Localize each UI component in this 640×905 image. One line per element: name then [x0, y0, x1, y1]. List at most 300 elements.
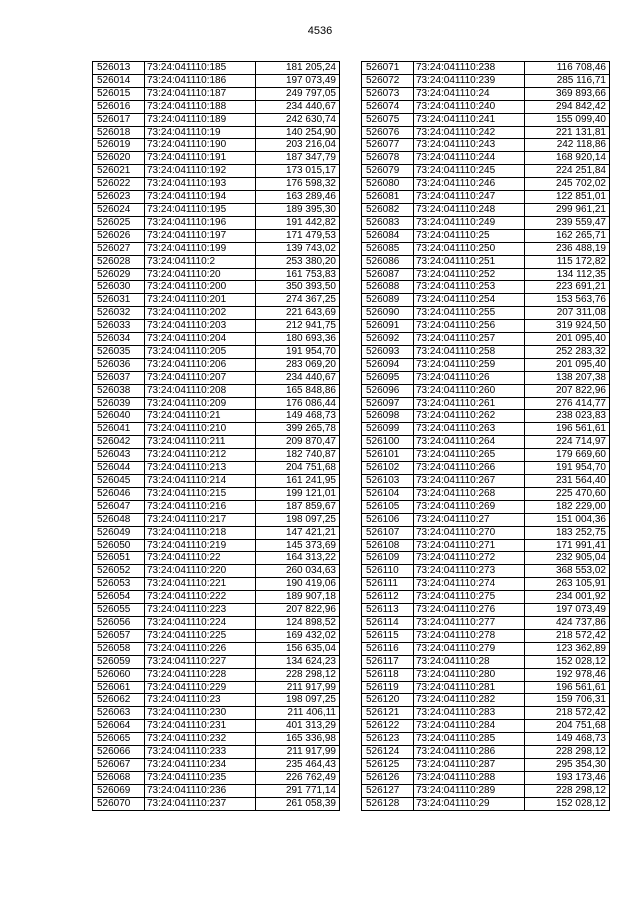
cadastral-number-cell: 73:24:041110:260	[414, 384, 525, 397]
cadastral-number-cell: 73:24:041110:226	[145, 642, 256, 655]
table-row	[362, 371, 610, 384]
table-row	[362, 681, 610, 694]
table-row	[362, 746, 610, 759]
table-row	[93, 255, 340, 268]
value-cell: 155 099,40	[525, 113, 610, 126]
page-number: 4536	[307, 25, 333, 37]
row-number-cell: 526047	[93, 500, 145, 513]
cadastral-number-cell: 73:24:041110:192	[145, 165, 256, 178]
cadastral-number-cell: 73:24:041110:26	[414, 371, 525, 384]
table-row	[93, 294, 340, 307]
table-row	[362, 784, 610, 797]
table-row	[93, 591, 340, 604]
row-number-cell: 526019	[93, 139, 145, 152]
cadastral-number-cell: 73:24:041110:22	[145, 552, 256, 565]
value-cell: 197 073,49	[256, 74, 340, 87]
value-cell: 221 131,81	[525, 126, 610, 139]
value-cell: 164 313,22	[256, 552, 340, 565]
cadastral-number-cell: 73:24:041110:219	[145, 539, 256, 552]
cadastral-number-cell: 73:24:041110:211	[145, 436, 256, 449]
table-row	[362, 203, 610, 216]
value-cell: 176 086,44	[256, 397, 340, 410]
value-cell: 224 251,84	[525, 165, 610, 178]
value-cell: 211 406,11	[256, 707, 340, 720]
value-cell: 197 073,49	[525, 604, 610, 617]
table-row	[93, 500, 340, 513]
table-row	[93, 203, 340, 216]
cadastral-number-cell: 73:24:041110:194	[145, 191, 256, 204]
value-cell: 189 395,30	[256, 203, 340, 216]
table-row	[93, 152, 340, 165]
cadastral-number-cell: 73:24:041110:241	[414, 113, 525, 126]
row-number-cell: 526044	[93, 462, 145, 475]
cadastral-number-cell: 73:24:041110:189	[145, 113, 256, 126]
table-row	[362, 229, 610, 242]
value-cell: 122 851,01	[525, 191, 610, 204]
value-cell: 149 468,73	[256, 410, 340, 423]
cadastral-number-cell: 73:24:041110:223	[145, 604, 256, 617]
cadastral-number-cell: 73:24:041110:233	[145, 746, 256, 759]
row-number-cell: 526121	[362, 707, 414, 720]
table-row	[93, 126, 340, 139]
value-cell: 260 034,63	[256, 565, 340, 578]
cadastral-number-cell: 73:24:041110:239	[414, 74, 525, 87]
table-row	[93, 281, 340, 294]
cadastral-number-cell: 73:24:041110:277	[414, 616, 525, 629]
table-row	[93, 733, 340, 746]
cadastral-number-cell: 73:24:041110:19	[145, 126, 256, 139]
row-number-cell: 526029	[93, 268, 145, 281]
value-cell: 211 917,99	[256, 681, 340, 694]
cadastral-number-cell: 73:24:041110:224	[145, 616, 256, 629]
value-cell: 116 708,46	[525, 62, 610, 75]
table-row	[362, 578, 610, 591]
value-cell: 228 298,12	[525, 784, 610, 797]
table-row	[362, 74, 610, 87]
value-cell: 276 414,77	[525, 397, 610, 410]
row-number-cell: 526068	[93, 771, 145, 784]
cadastral-number-cell: 73:24:041110:215	[145, 487, 256, 500]
value-cell: 149 468,73	[525, 733, 610, 746]
cadastral-number-cell: 73:24:041110:246	[414, 178, 525, 191]
value-cell: 162 265,71	[525, 229, 610, 242]
row-number-cell: 526125	[362, 758, 414, 771]
value-cell: 190 419,06	[256, 578, 340, 591]
value-cell: 198 097,25	[256, 694, 340, 707]
table-row	[362, 604, 610, 617]
value-cell: 285 116,71	[525, 74, 610, 87]
cadastral-number-cell: 73:24:041110:213	[145, 462, 256, 475]
cadastral-number-cell: 73:24:041110:220	[145, 565, 256, 578]
value-cell: 242 630,74	[256, 113, 340, 126]
table-row	[362, 281, 610, 294]
cadastral-number-cell: 73:24:041110:234	[145, 758, 256, 771]
cadastral-number-cell: 73:24:041110:247	[414, 191, 525, 204]
cadastral-number-cell: 73:24:041110:243	[414, 139, 525, 152]
row-number-cell: 526102	[362, 462, 414, 475]
row-number-cell: 526083	[362, 216, 414, 229]
row-number-cell: 526021	[93, 165, 145, 178]
table-row	[362, 500, 610, 513]
table-row	[93, 191, 340, 204]
value-cell: 196 561,61	[525, 423, 610, 436]
value-cell: 242 118,86	[525, 139, 610, 152]
row-number-cell: 526055	[93, 604, 145, 617]
row-number-cell: 526053	[93, 578, 145, 591]
row-number-cell: 526059	[93, 655, 145, 668]
value-cell: 147 421,21	[256, 526, 340, 539]
table-row	[362, 268, 610, 281]
table-row	[362, 423, 610, 436]
cadastral-number-cell: 73:24:041110:253	[414, 281, 525, 294]
cadastral-number-cell: 73:24:041110:276	[414, 604, 525, 617]
cadastral-number-cell: 73:24:041110:255	[414, 307, 525, 320]
row-number-cell: 526041	[93, 423, 145, 436]
value-cell: 235 464,43	[256, 758, 340, 771]
value-cell: 187 347,79	[256, 152, 340, 165]
value-cell: 193 173,46	[525, 771, 610, 784]
table-row	[93, 410, 340, 423]
row-number-cell: 526030	[93, 281, 145, 294]
value-cell: 225 470,60	[525, 487, 610, 500]
row-number-cell: 526085	[362, 242, 414, 255]
row-number-cell: 526023	[93, 191, 145, 204]
table-row	[362, 565, 610, 578]
row-number-cell: 526082	[362, 203, 414, 216]
row-number-cell: 526070	[93, 797, 145, 810]
value-cell: 176 598,32	[256, 178, 340, 191]
cadastral-number-cell: 73:24:041110:284	[414, 720, 525, 733]
row-number-cell: 526104	[362, 487, 414, 500]
row-number-cell: 526101	[362, 449, 414, 462]
value-cell: 134 624,23	[256, 655, 340, 668]
cadastral-number-cell: 73:24:041110:282	[414, 694, 525, 707]
cadastral-number-cell: 73:24:041110:191	[145, 152, 256, 165]
table-row	[93, 681, 340, 694]
value-cell: 182 229,00	[525, 500, 610, 513]
table-row	[93, 307, 340, 320]
cadastral-number-cell: 73:24:041110:188	[145, 100, 256, 113]
cadastral-number-cell: 73:24:041110:249	[414, 216, 525, 229]
table-row	[362, 307, 610, 320]
value-cell: 228 298,12	[256, 668, 340, 681]
table-row	[93, 565, 340, 578]
table-row	[93, 216, 340, 229]
table-row	[93, 139, 340, 152]
cadastral-number-cell: 73:24:041110:254	[414, 294, 525, 307]
value-cell: 192 978,46	[525, 668, 610, 681]
cadastral-number-cell: 73:24:041110:29	[414, 797, 525, 810]
value-cell: 211 917,99	[256, 746, 340, 759]
row-number-cell: 526118	[362, 668, 414, 681]
left-table-body	[93, 62, 340, 811]
value-cell: 152 028,12	[525, 797, 610, 810]
table-row	[93, 229, 340, 242]
value-cell: 191 954,70	[256, 345, 340, 358]
value-cell: 140 254,90	[256, 126, 340, 139]
table-row	[93, 100, 340, 113]
table-row	[93, 797, 340, 810]
cadastral-number-cell: 73:24:041110:251	[414, 255, 525, 268]
cadastral-number-cell: 73:24:041110:269	[414, 500, 525, 513]
value-cell: 165 336,98	[256, 733, 340, 746]
value-cell: 173 015,17	[256, 165, 340, 178]
row-number-cell: 526054	[93, 591, 145, 604]
row-number-cell: 526120	[362, 694, 414, 707]
value-cell: 139 743,02	[256, 242, 340, 255]
table-row	[362, 771, 610, 784]
row-number-cell: 526043	[93, 449, 145, 462]
row-number-cell: 526123	[362, 733, 414, 746]
value-cell: 153 563,76	[525, 294, 610, 307]
value-cell: 134 112,35	[525, 268, 610, 281]
value-cell: 161 241,95	[256, 475, 340, 488]
table-row	[362, 758, 610, 771]
row-number-cell: 526042	[93, 436, 145, 449]
cadastral-number-cell: 73:24:041110:217	[145, 513, 256, 526]
value-cell: 179 669,60	[525, 449, 610, 462]
value-cell: 369 893,66	[525, 87, 610, 100]
row-number-cell: 526057	[93, 629, 145, 642]
table-row	[93, 178, 340, 191]
cadastral-number-cell: 73:24:041110:24	[414, 87, 525, 100]
cadastral-number-cell: 73:24:041110:263	[414, 423, 525, 436]
cadastral-number-cell: 73:24:041110:289	[414, 784, 525, 797]
table-row	[93, 462, 340, 475]
cadastral-number-cell: 73:24:041110:209	[145, 397, 256, 410]
value-cell: 156 635,04	[256, 642, 340, 655]
row-number-cell: 526119	[362, 681, 414, 694]
cadastral-number-cell: 73:24:041110:190	[145, 139, 256, 152]
row-number-cell: 526078	[362, 152, 414, 165]
table-row	[362, 591, 610, 604]
table-row	[362, 487, 610, 500]
value-cell: 245 702,02	[525, 178, 610, 191]
table-row	[362, 126, 610, 139]
table-row	[362, 642, 610, 655]
value-cell: 221 643,69	[256, 307, 340, 320]
row-number-cell: 526018	[93, 126, 145, 139]
value-cell: 234 440,67	[256, 371, 340, 384]
value-cell: 234 001,92	[525, 591, 610, 604]
value-cell: 207 822,96	[256, 604, 340, 617]
value-cell: 152 028,12	[525, 655, 610, 668]
table-row	[362, 733, 610, 746]
table-row	[93, 616, 340, 629]
table-row	[93, 371, 340, 384]
cadastral-number-cell: 73:24:041110:275	[414, 591, 525, 604]
cadastral-number-cell: 73:24:041110:237	[145, 797, 256, 810]
value-cell: 294 842,42	[525, 100, 610, 113]
table-row	[93, 165, 340, 178]
value-cell: 223 691,21	[525, 281, 610, 294]
row-number-cell: 526106	[362, 513, 414, 526]
cadastral-number-cell: 73:24:041110:230	[145, 707, 256, 720]
row-number-cell: 526116	[362, 642, 414, 655]
row-number-cell: 526051	[93, 552, 145, 565]
table-row	[93, 74, 340, 87]
row-number-cell: 526075	[362, 113, 414, 126]
value-cell: 168 920,14	[525, 152, 610, 165]
row-number-cell: 526058	[93, 642, 145, 655]
table-row	[362, 410, 610, 423]
row-number-cell: 526062	[93, 694, 145, 707]
table-row	[362, 62, 610, 75]
cadastral-number-cell: 73:24:041110:229	[145, 681, 256, 694]
cadastral-number-cell: 73:24:041110:195	[145, 203, 256, 216]
row-number-cell: 526114	[362, 616, 414, 629]
row-number-cell: 526026	[93, 229, 145, 242]
row-number-cell: 526110	[362, 565, 414, 578]
table-row	[93, 746, 340, 759]
value-cell: 299 961,21	[525, 203, 610, 216]
cadastral-number-cell: 73:24:041110:279	[414, 642, 525, 655]
row-number-cell: 526049	[93, 526, 145, 539]
cadastral-number-cell: 73:24:041110:21	[145, 410, 256, 423]
cadastral-number-cell: 73:24:041110:267	[414, 475, 525, 488]
row-number-cell: 526109	[362, 552, 414, 565]
row-number-cell: 526091	[362, 320, 414, 333]
row-number-cell: 526040	[93, 410, 145, 423]
row-number-cell: 526122	[362, 720, 414, 733]
table-row	[93, 604, 340, 617]
table-row	[93, 487, 340, 500]
cadastral-number-cell: 73:24:041110:203	[145, 320, 256, 333]
value-cell: 201 095,40	[525, 358, 610, 371]
row-number-cell: 526087	[362, 268, 414, 281]
table-row	[93, 242, 340, 255]
cadastral-number-cell: 73:24:041110:250	[414, 242, 525, 255]
cadastral-number-cell: 73:24:041110:186	[145, 74, 256, 87]
table-row	[362, 87, 610, 100]
cadastral-number-cell: 73:24:041110:232	[145, 733, 256, 746]
row-number-cell: 526065	[93, 733, 145, 746]
table-row	[93, 655, 340, 668]
value-cell: 159 706,31	[525, 694, 610, 707]
table-row	[93, 320, 340, 333]
row-number-cell: 526084	[362, 229, 414, 242]
cadastral-number-cell: 73:24:041110:27	[414, 513, 525, 526]
value-cell: 261 058,39	[256, 797, 340, 810]
cadastral-number-cell: 73:24:041110:281	[414, 681, 525, 694]
cadastral-number-cell: 73:24:041110:28	[414, 655, 525, 668]
row-number-cell: 526028	[93, 255, 145, 268]
cadastral-number-cell: 73:24:041110:227	[145, 655, 256, 668]
table-row	[362, 178, 610, 191]
row-number-cell: 526095	[362, 371, 414, 384]
cadastral-number-cell: 73:24:041110:206	[145, 358, 256, 371]
table-row	[362, 707, 610, 720]
row-number-cell: 526077	[362, 139, 414, 152]
cadastral-number-cell: 73:24:041110:218	[145, 526, 256, 539]
value-cell: 236 488,19	[525, 242, 610, 255]
cadastral-number-cell: 73:24:041110:200	[145, 281, 256, 294]
row-number-cell: 526089	[362, 294, 414, 307]
cadastral-number-cell: 73:24:041110:199	[145, 242, 256, 255]
cadastral-number-cell: 73:24:041110:231	[145, 720, 256, 733]
row-number-cell: 526100	[362, 436, 414, 449]
value-cell: 189 907,18	[256, 591, 340, 604]
row-number-cell: 526025	[93, 216, 145, 229]
table-row	[93, 539, 340, 552]
row-number-cell: 526092	[362, 333, 414, 346]
table-row	[93, 513, 340, 526]
row-number-cell: 526031	[93, 294, 145, 307]
table-row	[93, 449, 340, 462]
row-number-cell: 526073	[362, 87, 414, 100]
row-number-cell: 526050	[93, 539, 145, 552]
row-number-cell: 526079	[362, 165, 414, 178]
row-number-cell: 526126	[362, 771, 414, 784]
value-cell: 207 822,96	[525, 384, 610, 397]
table-row	[93, 268, 340, 281]
row-number-cell: 526034	[93, 333, 145, 346]
row-number-cell: 526039	[93, 397, 145, 410]
value-cell: 180 693,36	[256, 333, 340, 346]
value-cell: 203 216,04	[256, 139, 340, 152]
value-cell: 171 479,53	[256, 229, 340, 242]
cadastral-number-cell: 73:24:041110:271	[414, 539, 525, 552]
table-row	[93, 758, 340, 771]
row-number-cell: 526099	[362, 423, 414, 436]
row-number-cell: 526096	[362, 384, 414, 397]
right-data-table	[361, 61, 610, 811]
cadastral-number-cell: 73:24:041110:248	[414, 203, 525, 216]
table-row	[362, 397, 610, 410]
value-cell: 239 559,47	[525, 216, 610, 229]
row-number-cell: 526033	[93, 320, 145, 333]
value-cell: 291 771,14	[256, 784, 340, 797]
table-row	[93, 345, 340, 358]
table-row	[93, 358, 340, 371]
cadastral-number-cell: 73:24:041110:283	[414, 707, 525, 720]
row-number-cell: 526013	[93, 62, 145, 75]
cadastral-number-cell: 73:24:041110:257	[414, 333, 525, 346]
table-row	[93, 87, 340, 100]
table-row	[93, 694, 340, 707]
value-cell: 218 572,42	[525, 629, 610, 642]
row-number-cell: 526071	[362, 62, 414, 75]
row-number-cell: 526063	[93, 707, 145, 720]
table-row	[93, 475, 340, 488]
row-number-cell: 526093	[362, 345, 414, 358]
table-row	[93, 333, 340, 346]
value-cell: 212 941,75	[256, 320, 340, 333]
cadastral-number-cell: 73:24:041110:212	[145, 449, 256, 462]
table-row	[93, 578, 340, 591]
row-number-cell: 526103	[362, 475, 414, 488]
table-row	[362, 242, 610, 255]
row-number-cell: 526024	[93, 203, 145, 216]
value-cell: 187 859,67	[256, 500, 340, 513]
value-cell: 234 440,67	[256, 100, 340, 113]
cadastral-number-cell: 73:24:041110:216	[145, 500, 256, 513]
cadastral-number-cell: 73:24:041110:2	[145, 255, 256, 268]
table-row	[362, 100, 610, 113]
cadastral-number-cell: 73:24:041110:214	[145, 475, 256, 488]
value-cell: 238 023,83	[525, 410, 610, 423]
value-cell: 182 740,87	[256, 449, 340, 462]
cadastral-number-cell: 73:24:041110:236	[145, 784, 256, 797]
row-number-cell: 526066	[93, 746, 145, 759]
value-cell: 253 380,20	[256, 255, 340, 268]
row-number-cell: 526022	[93, 178, 145, 191]
row-number-cell: 526056	[93, 616, 145, 629]
table-row	[93, 436, 340, 449]
table-row	[362, 333, 610, 346]
row-number-cell: 526060	[93, 668, 145, 681]
row-number-cell: 526017	[93, 113, 145, 126]
